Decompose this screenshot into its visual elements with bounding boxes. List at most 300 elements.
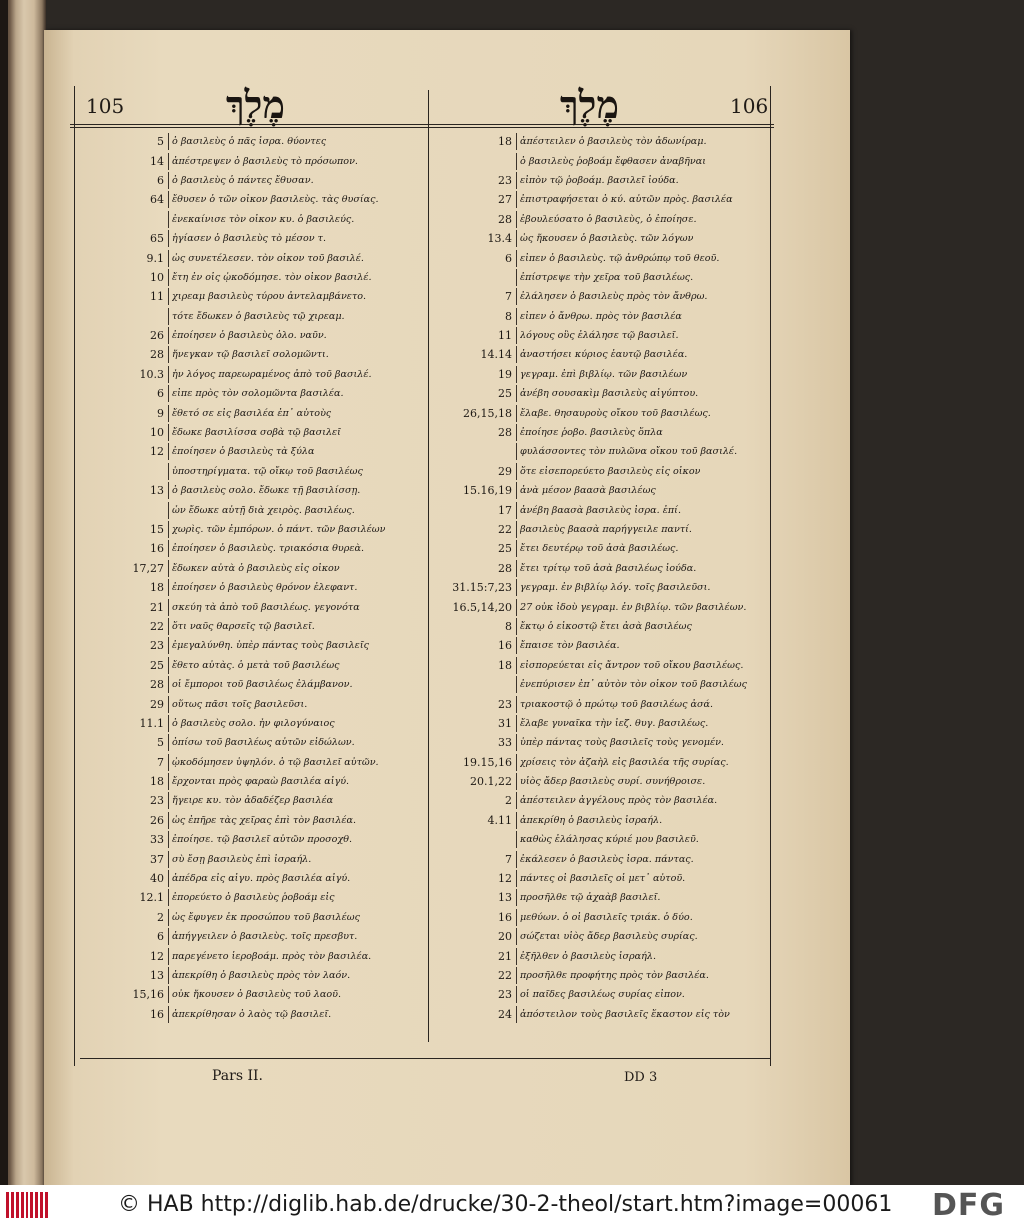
reference-rule bbox=[168, 288, 169, 305]
verse-reference: 26 bbox=[150, 813, 164, 827]
reference-rule bbox=[516, 715, 517, 732]
verse-reference: 13 bbox=[150, 484, 164, 498]
footer-rule bbox=[80, 1058, 770, 1059]
header-rule-double bbox=[70, 127, 774, 128]
concordance-text: εἶπε πρὸς τὸν σολομῶντα βασιλέα. bbox=[172, 388, 344, 400]
verse-reference: 13.4 bbox=[487, 232, 512, 246]
reference-rule bbox=[168, 502, 169, 519]
reference-rule bbox=[168, 540, 169, 557]
concordance-row bbox=[80, 423, 428, 442]
concordance-text: ἤνεγκαν τῷ βασιλεῖ σολομῶντι. bbox=[172, 349, 329, 361]
verse-reference: 18 bbox=[150, 581, 164, 595]
verse-reference: 31.15:7,23 bbox=[452, 581, 512, 595]
concordance-row bbox=[80, 326, 428, 345]
concordance-row bbox=[434, 966, 770, 985]
concordance-row bbox=[80, 694, 428, 713]
verse-reference: 33 bbox=[150, 833, 164, 847]
verse-reference: 2 bbox=[157, 910, 164, 924]
reference-rule bbox=[516, 308, 517, 325]
verse-reference: 16 bbox=[150, 542, 164, 556]
concordance-text: ὧν ἔδωκε αὐτῇ διὰ χειρὸς. βασιλέως. bbox=[172, 504, 355, 516]
concordance-text: μεθύων. ὁ οἱ βασιλεῖς τριάκ. ὁ δύο. bbox=[520, 911, 693, 923]
reference-rule bbox=[516, 133, 517, 150]
left-page-number: 105 bbox=[86, 94, 125, 118]
concordance-row bbox=[80, 617, 428, 636]
verse-reference: 40 bbox=[150, 872, 164, 886]
concordance-text: ἐπιστραφήσεται ὁ κύ. αὐτῶν πρὸς. βασιλέα bbox=[520, 194, 733, 206]
concordance-text: ἀπέδρα εἰς αἰγυ. πρὸς βασιλέα αἰγύ. bbox=[172, 873, 351, 885]
verse-reference: 64 bbox=[150, 193, 164, 207]
reference-rule bbox=[168, 676, 169, 693]
concordance-row bbox=[434, 384, 770, 403]
verse-reference: 7 bbox=[157, 755, 164, 769]
verse-reference: 9.1 bbox=[146, 251, 164, 265]
reference-rule bbox=[168, 696, 169, 713]
frame-left-rule bbox=[74, 86, 75, 1066]
verse-reference: 11 bbox=[498, 329, 512, 343]
verse-reference: 26 bbox=[150, 329, 164, 343]
reference-rule bbox=[168, 812, 169, 829]
reference-rule bbox=[168, 250, 169, 267]
verse-reference: 28 bbox=[498, 561, 512, 575]
concordance-text: οἱ ἔμποροι τοῦ βασιλέως ἐλάμβανον. bbox=[172, 679, 353, 691]
concordance-text: ὀπίσω τοῦ βασιλέως αὐτῶν εἰδώλων. bbox=[172, 737, 355, 749]
concordance-row bbox=[434, 636, 770, 655]
verse-reference: 10.3 bbox=[139, 367, 164, 381]
reference-rule bbox=[168, 734, 169, 751]
concordance-row bbox=[80, 481, 428, 500]
verse-reference: 26,15,18 bbox=[463, 406, 512, 420]
concordance-text: ὁ βασιλεὺς σολο. ἔδωκε τῇ βασιλίσσῃ. bbox=[172, 485, 361, 497]
concordance-row bbox=[80, 869, 428, 888]
concordance-row bbox=[434, 539, 770, 558]
concordance-text: σὺ ἔσῃ βασιλεὺς ἐπὶ ἰσραήλ. bbox=[172, 853, 312, 865]
concordance-text: ὅτε εἰσεπορεύετο βασιλεὺς εἰς οἶκον bbox=[520, 465, 701, 477]
concordance-text: ἡγίασεν ὁ βασιλεὺς τὸ μέσον τ. bbox=[172, 233, 327, 245]
concordance-text: ὁ βασιλεὺς σολο. ἦν φιλογύναιος bbox=[172, 717, 335, 729]
reference-rule bbox=[168, 637, 169, 654]
concordance-row bbox=[80, 151, 428, 170]
concordance-text: ἐποίησεν ὁ βασιλεὺς ὁλο. ναῦν. bbox=[172, 330, 327, 342]
concordance-row bbox=[434, 1005, 770, 1024]
concordance-row bbox=[434, 268, 770, 287]
concordance-row bbox=[80, 811, 428, 830]
verse-reference: 5 bbox=[157, 736, 164, 750]
reference-rule bbox=[168, 211, 169, 228]
concordance-text: ἔπαισε τὸν βασιλέα. bbox=[520, 640, 620, 652]
concordance-text: ἐλάλησεν ὁ βασιλεὺς πρὸς τὸν ἄνθρω. bbox=[520, 291, 708, 303]
verse-reference: 4.11 bbox=[487, 813, 512, 827]
verse-reference: 16 bbox=[150, 1007, 164, 1021]
verse-reference: 25 bbox=[498, 387, 512, 401]
concordance-text: ἀπέστειλεν ὁ βασιλεὺς τὸν ἀδωνίραμ. bbox=[520, 136, 707, 148]
concordance-row bbox=[434, 345, 770, 364]
concordance-text: ἔθυσεν ὁ τῶν οἶκον βασιλεὺς. τὰς θυσίας. bbox=[172, 194, 379, 206]
reference-rule bbox=[168, 579, 169, 596]
concordance-row bbox=[434, 985, 770, 1004]
reference-rule bbox=[168, 773, 169, 790]
concordance-text: ἐποίησε. τῷ βασιλεῖ αὐτῶν προσοχθ. bbox=[172, 834, 353, 846]
reference-rule bbox=[168, 870, 169, 887]
concordance-text: φυλάσσοντες τὸν πυλῶνα οἴκου τοῦ βασιλέ. bbox=[520, 446, 738, 458]
concordance-row bbox=[80, 345, 428, 364]
verse-reference: 9 bbox=[157, 406, 164, 420]
concordance-text: ἐποίησεν ὁ βασιλεὺς θρόνον ἐλεφαντ. bbox=[172, 582, 358, 594]
concordance-text: ὡς συνετέλεσεν. τὸν οἶκον τοῦ βασιλέ. bbox=[172, 252, 364, 264]
footer-signature-mark: DD 3 bbox=[624, 1070, 658, 1085]
reference-rule bbox=[168, 346, 169, 363]
verse-reference: 20.1,22 bbox=[470, 775, 512, 789]
verse-reference: 25 bbox=[150, 658, 164, 672]
concordance-row bbox=[80, 966, 428, 985]
concordance-row bbox=[80, 307, 428, 326]
verse-reference: 20 bbox=[498, 930, 512, 944]
reference-rule bbox=[516, 967, 517, 984]
reference-rule bbox=[168, 986, 169, 1003]
reference-rule bbox=[168, 443, 169, 460]
concordance-row bbox=[434, 791, 770, 810]
concordance-row bbox=[80, 229, 428, 248]
reference-rule bbox=[516, 463, 517, 480]
verse-reference: 12 bbox=[150, 949, 164, 963]
concordance-text: 27 οὐκ ἰδοὺ γεγραμ. ἐν βιβλίῳ. τῶν βασιλέων. bbox=[520, 601, 747, 613]
concordance-text: ἔρχονται πρὸς φαραὼ βασιλέα αἰγύ. bbox=[172, 776, 350, 788]
concordance-row bbox=[80, 132, 428, 151]
verse-reference: 23 bbox=[498, 173, 512, 187]
verse-reference: 31 bbox=[498, 716, 512, 730]
reference-rule bbox=[168, 754, 169, 771]
reference-rule bbox=[516, 754, 517, 771]
concordance-row bbox=[434, 617, 770, 636]
concordance-row bbox=[80, 830, 428, 849]
concordance-text: ἀνέβη βαασὰ βασιλεὺς ἰσρα. ἐπί. bbox=[520, 504, 681, 516]
reference-rule bbox=[516, 599, 517, 616]
reference-rule bbox=[168, 1006, 169, 1023]
concordance-text: ἔδωκεν αὐτὰ ὁ βασιλεὺς εἰς οἶκον bbox=[172, 562, 340, 574]
concordance-row bbox=[80, 733, 428, 752]
verse-reference: 19.15,16 bbox=[463, 755, 512, 769]
concordance-text: τριακοστῷ ὁ πρώτῳ τοῦ βασιλέως ἀσά. bbox=[520, 698, 714, 710]
verse-reference: 18 bbox=[498, 658, 512, 672]
concordance-row bbox=[80, 791, 428, 810]
concordance-text: οὕτως πᾶσι τοῖς βασιλεῦσι. bbox=[172, 698, 308, 710]
concordance-text: ἔτει τρίτῳ τοῦ ἀσὰ βασιλέως ἰούδα. bbox=[520, 562, 697, 574]
concordance-text: ὁ βασιλεὺς ὁ πᾶς ἰσρα. θύοντες bbox=[172, 136, 327, 148]
reference-rule bbox=[516, 191, 517, 208]
verse-reference: 22 bbox=[498, 523, 512, 536]
reference-rule bbox=[168, 618, 169, 635]
concordance-row bbox=[80, 520, 428, 539]
reference-rule bbox=[168, 230, 169, 247]
verse-reference: 8 bbox=[505, 619, 512, 633]
concordance-row bbox=[434, 365, 770, 384]
concordance-text: ἦν λόγος παρεωραμένος ἀπὸ τοῦ βασιλέ. bbox=[172, 368, 372, 380]
concordance-row bbox=[434, 462, 770, 481]
concordance-row bbox=[434, 171, 770, 190]
concordance-text: χιρεαμ βασιλεὺς τύρου ἀντελαμβάνετο. bbox=[172, 291, 367, 303]
concordance-text: υἱὸς ἄδερ βασιλεὺς συρί. συνήθροισε. bbox=[520, 776, 706, 788]
concordance-row bbox=[80, 268, 428, 287]
concordance-text: γεγραμ. ἐπὶ βιβλίῳ. τῶν βασιλέων bbox=[520, 368, 688, 380]
reference-rule bbox=[168, 463, 169, 480]
concordance-text: ἀνὰ μέσον βαασὰ βασιλέως bbox=[520, 485, 656, 497]
reference-rule bbox=[516, 734, 517, 751]
concordance-text: παρεγένετο ἱεροβοάμ. πρὸς τὸν βασιλέα. bbox=[172, 950, 372, 962]
concordance-text: ἐβουλεύσατο ὁ βασιλεὺς, ὁ ἐποίησε. bbox=[520, 213, 697, 225]
concordance-text: ἐπορεύετο ὁ βασιλεὺς ῥοβοάμ εἰς bbox=[172, 892, 335, 904]
left-heading: מֶלֶךְ bbox=[226, 82, 285, 127]
concordance-text: τότε ἔδωκεν ὁ βασιλεὺς τῷ χιρεαμ. bbox=[172, 310, 345, 322]
verse-reference: 8 bbox=[505, 309, 512, 323]
concordance-text: ἔτει δευτέρῳ τοῦ ἀσὰ βασιλέως. bbox=[520, 543, 679, 555]
concordance-row bbox=[434, 714, 770, 733]
reference-rule bbox=[516, 346, 517, 363]
verse-reference: 18 bbox=[150, 775, 164, 789]
concordance-text: εἰσπορεύεται εἰς ἄντρον τοῦ οἴκου βασιλέως. bbox=[520, 659, 744, 671]
concordance-row bbox=[434, 307, 770, 326]
verse-reference: 17 bbox=[498, 503, 512, 517]
concordance-row bbox=[80, 442, 428, 461]
concordance-text: εἶπεν ὁ ἄνθρω. πρὸς τὸν βασιλέα bbox=[520, 310, 682, 322]
reference-rule bbox=[168, 792, 169, 809]
reference-rule bbox=[168, 153, 169, 170]
reference-rule bbox=[516, 385, 517, 402]
concordance-row bbox=[80, 500, 428, 519]
verse-reference: 37 bbox=[150, 852, 164, 866]
concordance-row bbox=[80, 636, 428, 655]
verse-reference: 13 bbox=[498, 891, 512, 905]
concordance-row bbox=[434, 132, 770, 151]
concordance-text: ὑποστηρίγματα. τῷ οἴκῳ τοῦ βασιλέως bbox=[172, 465, 363, 477]
concordance-row bbox=[80, 539, 428, 558]
concordance-text: ὁ βασιλεὺς ὁ πάντες ἔθυσαν. bbox=[172, 174, 314, 186]
concordance-text: ἀπεκρίθη ὁ βασιλεὺς πρὸς τὸν λαόν. bbox=[172, 969, 351, 981]
reference-rule bbox=[516, 773, 517, 790]
concordance-text: ἐκάλεσεν ὁ βασιλεὺς ἰσρα. πάντας. bbox=[520, 853, 694, 865]
verse-reference: 29 bbox=[498, 464, 512, 478]
verse-reference: 22 bbox=[498, 968, 512, 982]
concordance-text: ἀπήγγειλεν ὁ βασιλεὺς. τοῖς πρεσβυτ. bbox=[172, 931, 358, 943]
concordance-row bbox=[434, 675, 770, 694]
reference-rule bbox=[516, 986, 517, 1003]
concordance-text: πάντες οἱ βασιλεῖς οἱ μετ᾽ αὐτοῦ. bbox=[520, 873, 686, 885]
verse-reference: 14 bbox=[150, 154, 164, 168]
concordance-row bbox=[434, 326, 770, 345]
reference-rule bbox=[168, 851, 169, 868]
concordance-row bbox=[434, 849, 770, 868]
verse-reference: 21 bbox=[150, 600, 164, 614]
concordance-text: ὡς ἤκουσεν ὁ βασιλεὺς. τῶν λόγων bbox=[520, 233, 694, 245]
verse-reference: 22 bbox=[150, 619, 164, 633]
reference-rule bbox=[168, 172, 169, 189]
verse-reference: 11.1 bbox=[139, 716, 164, 730]
concordance-row bbox=[80, 190, 428, 209]
verse-reference: 12.1 bbox=[139, 891, 164, 905]
concordance-row bbox=[434, 190, 770, 209]
frame-right-rule bbox=[770, 86, 771, 1066]
reference-rule bbox=[516, 230, 517, 247]
reference-rule bbox=[516, 909, 517, 926]
reference-rule bbox=[516, 676, 517, 693]
reference-rule bbox=[516, 424, 517, 441]
verse-reference: 28 bbox=[498, 212, 512, 226]
concordance-row bbox=[80, 714, 428, 733]
concordance-row bbox=[434, 423, 770, 442]
concordance-row bbox=[434, 927, 770, 946]
reference-rule bbox=[516, 153, 517, 170]
reference-rule bbox=[516, 657, 517, 674]
verse-reference: 14.14 bbox=[480, 348, 512, 362]
concordance-text: ἀπεκρίθησαν ὁ λαὸς τῷ βασιλεῖ. bbox=[172, 1008, 332, 1020]
reference-rule bbox=[516, 948, 517, 965]
concordance-text: ὑπὲρ πάντας τοὺς βασιλεῖς τοὺς γενομέν. bbox=[520, 737, 724, 749]
concordance-text: ὡς ἔφυγεν ἐκ προσώπου τοῦ βασιλέως bbox=[172, 911, 360, 923]
concordance-row bbox=[80, 287, 428, 306]
concordance-row bbox=[80, 888, 428, 907]
verse-reference: 23 bbox=[498, 988, 512, 1002]
concordance-text: προσῆλθε προφήτης πρὸς τὸν βασιλέα. bbox=[520, 969, 709, 981]
concordance-text: ἐξῆλθεν ὁ βασιλεὺς ἰσραήλ. bbox=[520, 950, 657, 962]
right-page-number: 106 bbox=[730, 94, 769, 118]
concordance-text: ἀπόστειλον τοὺς βασιλεῖς ἕκαστον εἰς τὸν bbox=[520, 1008, 730, 1020]
reference-rule bbox=[168, 133, 169, 150]
concordance-text: ἔθετο αὐτὰς. ὁ μετὰ τοῦ βασιλέως bbox=[172, 659, 340, 671]
concordance-row bbox=[80, 462, 428, 481]
reference-rule bbox=[168, 599, 169, 616]
concordance-row bbox=[434, 908, 770, 927]
concordance-row bbox=[80, 248, 428, 267]
concordance-text: εἶπεν ὁ βασιλεὺς. τῷ ἀνθρώπῳ τοῦ θεοῦ. bbox=[520, 252, 720, 264]
reference-rule bbox=[516, 172, 517, 189]
reference-rule bbox=[516, 870, 517, 887]
concordance-row bbox=[80, 171, 428, 190]
verse-reference: 25 bbox=[498, 542, 512, 556]
reference-rule bbox=[168, 967, 169, 984]
concordance-text: προσῆλθε τῷ ἀχαὰβ βασιλεῖ. bbox=[520, 892, 661, 904]
concordance-text: ἔθετό σε εἰς βασιλέα ἐπ᾽ αὐτοὺς bbox=[172, 407, 332, 419]
concordance-text: ἀναστήσει κύριος ἑαυτῷ βασιλέα. bbox=[520, 349, 688, 361]
left-concordance-column bbox=[80, 132, 428, 1024]
concordance-row bbox=[434, 578, 770, 597]
footer-part-label: Pars II. bbox=[212, 1068, 263, 1084]
reference-rule bbox=[516, 521, 517, 538]
column-divider bbox=[428, 90, 429, 1042]
concordance-row bbox=[80, 908, 428, 927]
reference-rule bbox=[168, 327, 169, 344]
reference-rule bbox=[168, 831, 169, 848]
verse-reference: 23 bbox=[498, 697, 512, 711]
concordance-text: ἐποίησεν ὁ βασιλεὺς τὰ ξύλα bbox=[172, 446, 315, 458]
verse-reference: 28 bbox=[498, 426, 512, 440]
right-concordance-column bbox=[434, 132, 770, 1024]
reference-rule bbox=[168, 715, 169, 732]
reference-rule bbox=[168, 308, 169, 325]
concordance-row bbox=[434, 733, 770, 752]
verse-reference: 15,16 bbox=[132, 988, 164, 1002]
concordance-row bbox=[80, 403, 428, 422]
concordance-text: σώζεται υἱὸς ἄδερ βασιλεὺς συρίας. bbox=[520, 931, 698, 943]
verse-reference: 6 bbox=[505, 251, 512, 265]
reference-rule bbox=[168, 521, 169, 538]
concordance-row bbox=[80, 753, 428, 772]
concordance-row bbox=[80, 927, 428, 946]
concordance-text: ἐποίησε ῥοβο. βασιλεὺς ὅπλα bbox=[520, 427, 663, 439]
concordance-text: χωρὶς. τῶν ἐμπόρων. ὁ πάντ. τῶν βασιλέων bbox=[172, 524, 386, 535]
reference-rule bbox=[168, 482, 169, 499]
concordance-text: ἔκτῳ ὁ εἰκοστῷ ἔτει ἀσὰ βασιλέως bbox=[520, 620, 692, 632]
concordance-row bbox=[434, 946, 770, 965]
concordance-text: λόγους οὓς ἐλάλησε τῷ βασιλεῖ. bbox=[520, 330, 679, 342]
verse-reference: 10 bbox=[150, 426, 164, 440]
verse-reference: 7 bbox=[505, 852, 512, 866]
concordance-row bbox=[80, 210, 428, 229]
book-spine bbox=[0, 0, 8, 1185]
concordance-row bbox=[80, 985, 428, 1004]
reference-rule bbox=[516, 288, 517, 305]
reference-rule bbox=[168, 385, 169, 402]
concordance-text: ἀπέστειλεν ἀγγέλους πρὸς τὸν βασιλέα. bbox=[520, 795, 718, 807]
reference-rule bbox=[516, 792, 517, 809]
concordance-text: οὐκ ἤκουσεν ὁ βασιλεὺς τοῦ λαοῦ. bbox=[172, 989, 342, 1001]
concordance-text: ἐμεγαλύνθη. ὑπὲρ πάντας τοὺς βασιλεῖς bbox=[172, 640, 369, 652]
reference-rule bbox=[516, 540, 517, 557]
concordance-row bbox=[434, 403, 770, 422]
copyright-url[interactable]: © HAB http://diglib.hab.de/drucke/30-2-theol/start.htm?image=00061 bbox=[118, 1192, 893, 1217]
reference-rule bbox=[516, 1006, 517, 1023]
concordance-text: βασιλεὺς βαασὰ παρήγγειλε παντί. bbox=[520, 524, 692, 535]
concordance-text: ὅτι ναῦς θαρσεῖς τῷ βασιλεῖ. bbox=[172, 620, 315, 632]
concordance-row bbox=[434, 830, 770, 849]
reference-rule bbox=[516, 327, 517, 344]
verse-reference: 16 bbox=[498, 639, 512, 653]
verse-reference: 19 bbox=[498, 367, 512, 381]
reference-rule bbox=[516, 560, 517, 577]
concordance-row bbox=[434, 248, 770, 267]
verse-reference: 6 bbox=[157, 173, 164, 187]
reference-rule bbox=[516, 366, 517, 383]
reference-rule bbox=[168, 948, 169, 965]
concordance-row bbox=[80, 365, 428, 384]
reference-rule bbox=[168, 405, 169, 422]
concordance-row bbox=[434, 656, 770, 675]
concordance-row bbox=[80, 578, 428, 597]
reference-rule bbox=[168, 560, 169, 577]
concordance-text: ἐπίστρεψε τὴν χεῖρα τοῦ βασιλέως. bbox=[520, 271, 694, 283]
concordance-row bbox=[434, 287, 770, 306]
concordance-text: ἐποίησεν ὁ βασιλεὺς. τριακόσια θυρεὰ. bbox=[172, 543, 365, 555]
concordance-row bbox=[434, 229, 770, 248]
concordance-row bbox=[434, 888, 770, 907]
verse-reference: 17,27 bbox=[132, 561, 164, 575]
reference-rule bbox=[516, 851, 517, 868]
verse-reference: 6 bbox=[157, 930, 164, 944]
reference-rule bbox=[516, 250, 517, 267]
reference-rule bbox=[168, 909, 169, 926]
verse-reference: 10 bbox=[150, 270, 164, 284]
verse-reference: 24 bbox=[498, 1007, 512, 1021]
concordance-text: γεγραμ. ἐν βιβλίῳ λόγ. τοῖς βασιλεῦσι. bbox=[520, 582, 711, 594]
right-heading: מֶלֶךְ bbox=[560, 82, 619, 127]
header-rule bbox=[70, 124, 774, 125]
verse-reference: 15 bbox=[150, 523, 164, 536]
verse-reference: 7 bbox=[505, 290, 512, 304]
reference-rule bbox=[516, 482, 517, 499]
reference-rule bbox=[168, 657, 169, 674]
concordance-row bbox=[80, 559, 428, 578]
verse-reference: 28 bbox=[150, 348, 164, 362]
concordance-row bbox=[80, 849, 428, 868]
verse-reference: 18 bbox=[498, 135, 512, 149]
